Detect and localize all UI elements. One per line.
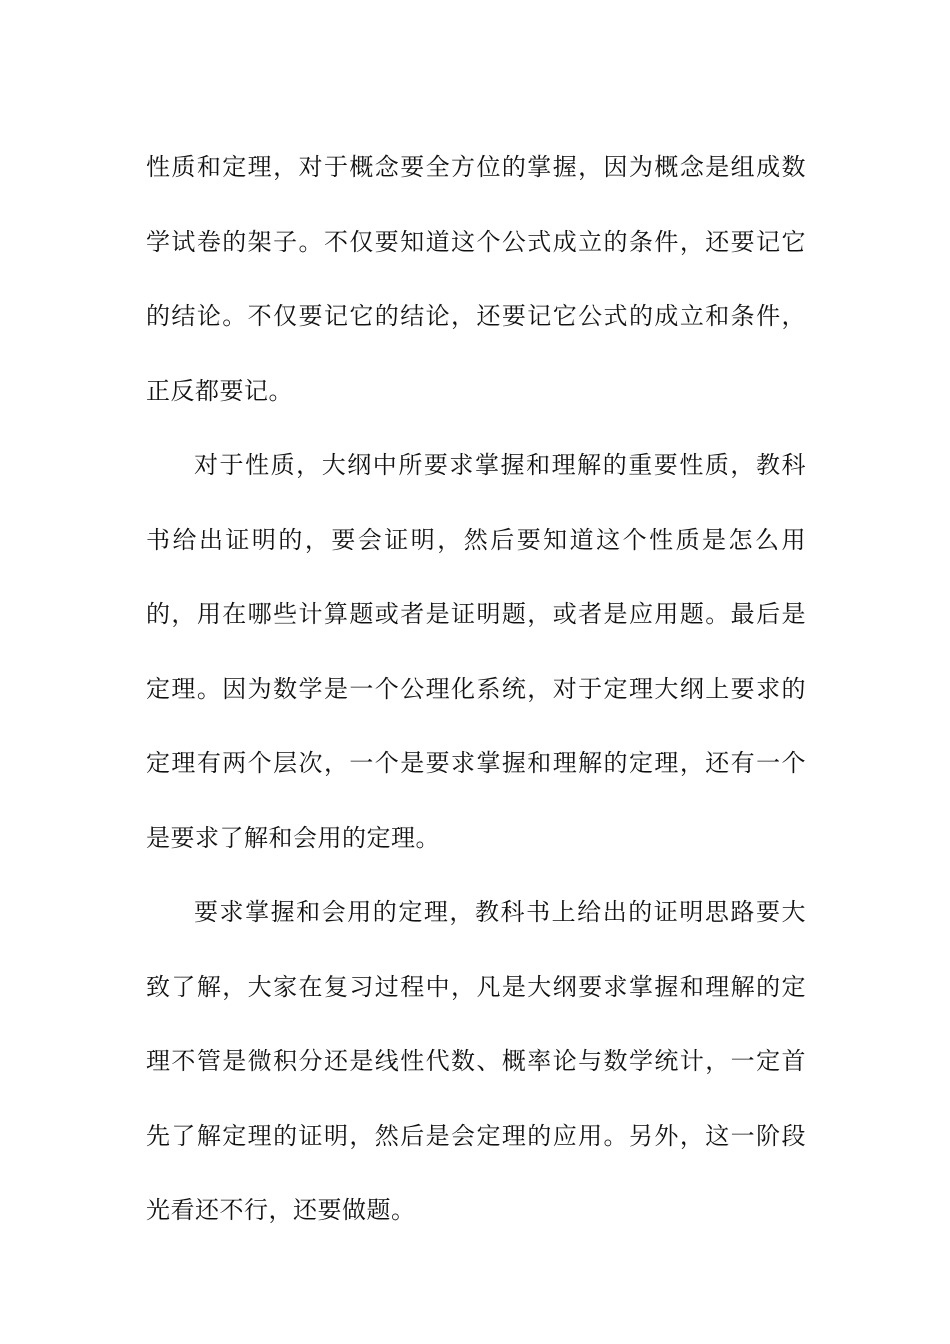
paragraph-1: 性质和定理，对于概念要全方位的掌握，因为概念是组成数学试卷的架子。不仅要知道这个公式成立的条件，还要记它的结论。不仅要记它的结论，还要记它公式的成立和条件，正反都要记。 [146,153,806,405]
paragraph-2: 对于性质，大纲中所要求掌握和理解的重要性质，教科书给出证明的，要会证明，然后要知道这个性质是怎么用的，用在哪些计算题或者是证明题，或者是应用题。最后是定理。因为数学是一个公理化系统，对于定理大纲上要求的定理有两个层次，一个是要求掌握和理解的定理，还有一个是要求了解和会用的定理。 [146,451,806,852]
paragraph-3: 要求掌握和会用的定理，教科书上给出的证明思路要大致了解，大家在复习过程中，凡是大纲要求掌握和理解的定理不管是微积分还是线性代数、概率论与数学统计，一定首先了解定理的证明，然后是会定理的应用。另外，这一阶段光看还不行，还要做题。 [146,898,806,1224]
body-text [146,130,806,1248]
